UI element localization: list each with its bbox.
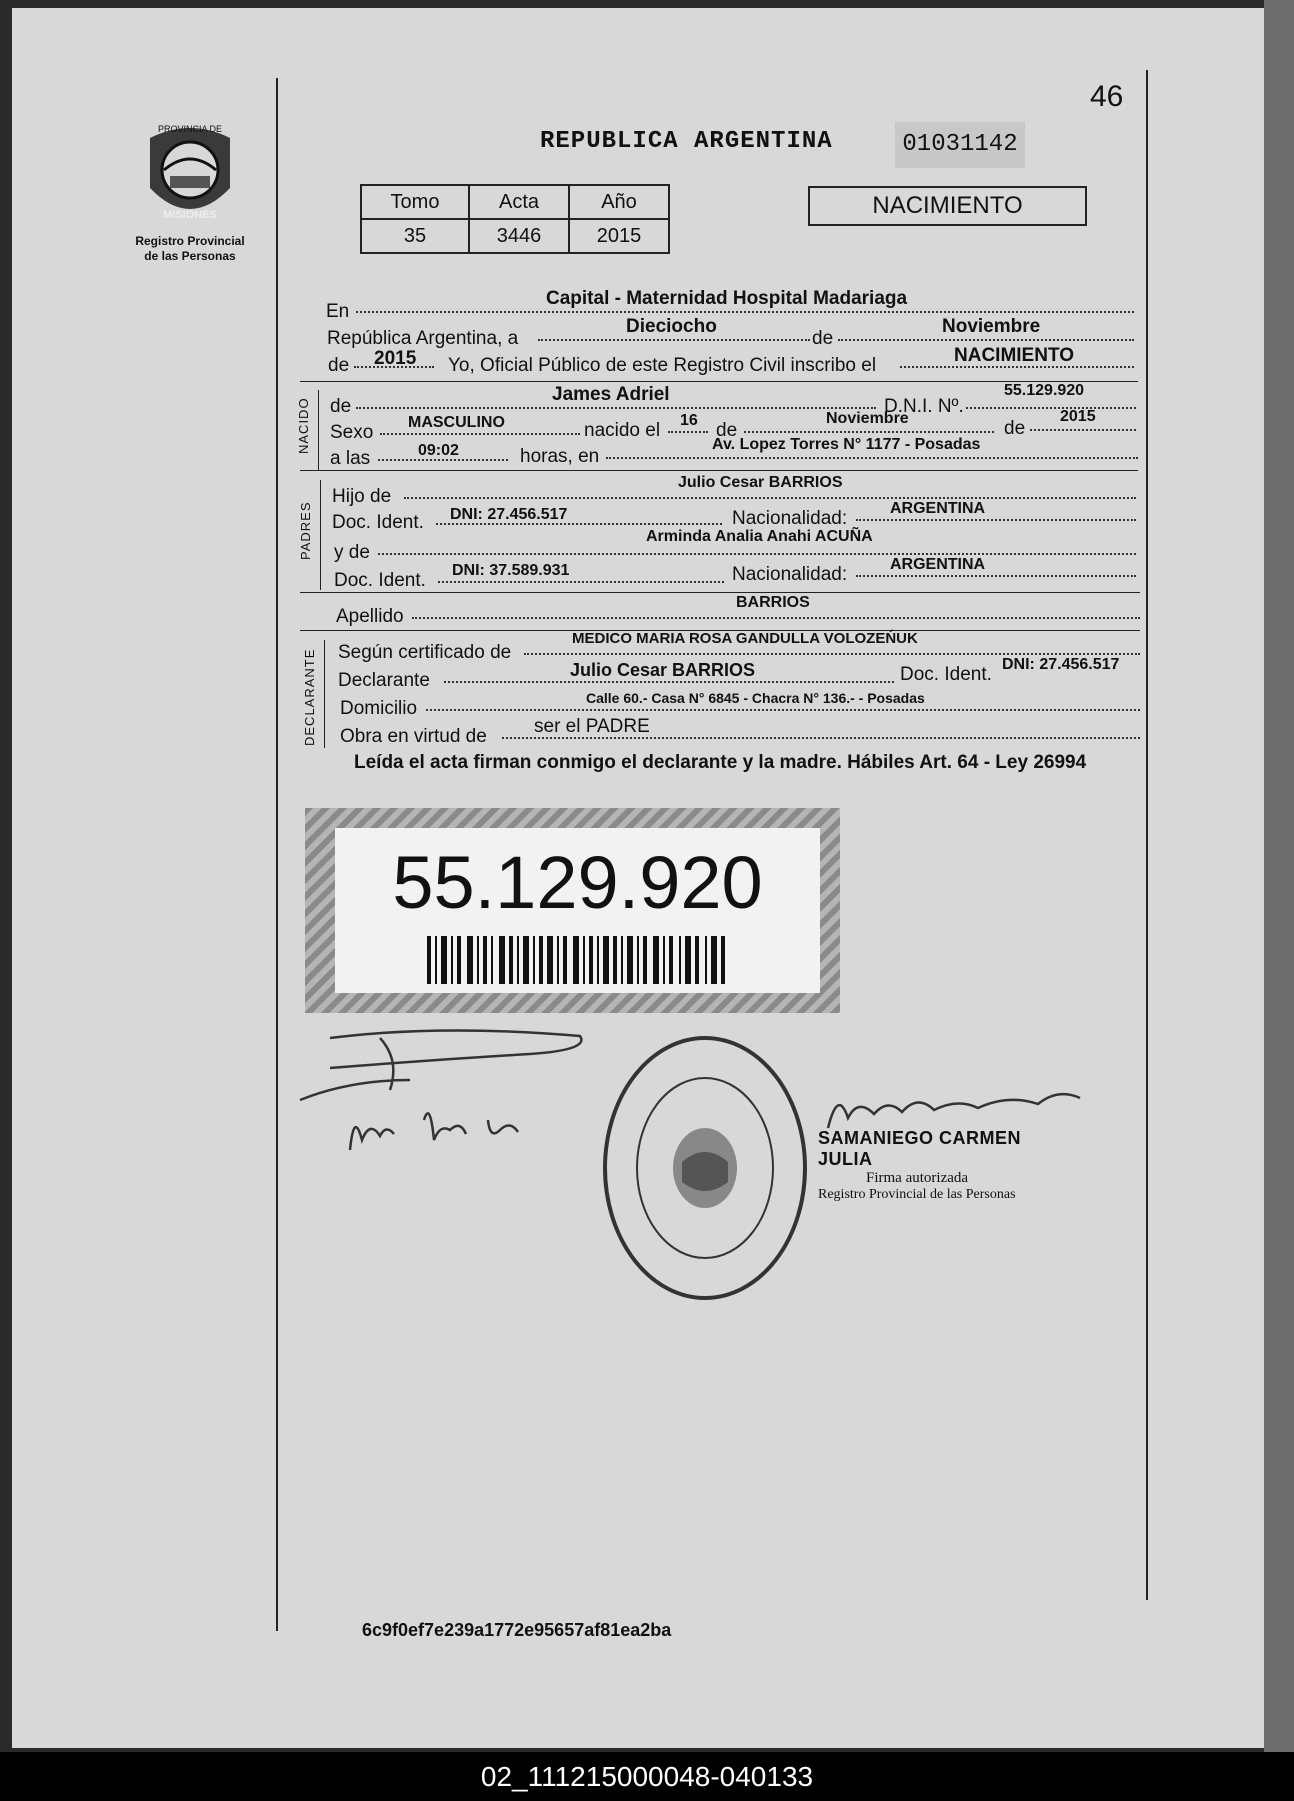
sticker-number: 55.129.920 — [392, 841, 763, 924]
right-margin-line — [1146, 70, 1148, 1600]
label-en: En — [326, 301, 350, 322]
field-madre-nac: ARGENTINA — [890, 556, 986, 573]
label-yde: y de — [334, 542, 370, 563]
side-label-nacido: NACIDO — [296, 397, 311, 454]
anio-header: Año — [569, 185, 669, 219]
field-madre: Arminda Analia Anahi ACUÑA — [646, 528, 873, 545]
page-edge — [1264, 0, 1294, 1760]
emblem-text-top: PROVINCIA DE — [157, 124, 223, 134]
field-obra: ser el PADRE — [534, 716, 650, 737]
anio-value: 2015 — [569, 219, 669, 253]
label-de2: de — [328, 355, 350, 376]
section-divider — [300, 470, 1138, 471]
label-domicilio: Domicilio — [340, 698, 418, 719]
field-sexo: MASCULINO — [408, 414, 505, 431]
label-horas: horas, en — [520, 446, 600, 467]
field-padre-nac: ARGENTINA — [890, 500, 986, 517]
label-yo: Yo, Oficial Público de este Registro Civil inscribo el — [448, 355, 877, 376]
label-declarante: Declarante — [338, 670, 430, 691]
dotted-line — [606, 457, 1138, 459]
dotted-line — [744, 431, 994, 433]
field-padre: Julio Cesar BARRIOS — [678, 474, 843, 491]
serial-number: 01031142 — [895, 122, 1025, 168]
document-hash: 6c9f0ef7e239a1772e95657af81ea2ba — [362, 1620, 672, 1640]
side-label-padres: PADRES — [298, 501, 313, 560]
dotted-line — [444, 681, 894, 683]
label-de: de — [812, 328, 834, 349]
dni-sticker — [305, 808, 840, 1013]
dotted-line — [438, 581, 724, 583]
label-doc1: Doc. Ident. — [332, 512, 424, 533]
acta-value: 3446 — [469, 219, 569, 253]
dotted-line — [856, 519, 1136, 521]
official-seal-icon — [600, 1032, 810, 1304]
label-sexo: Sexo — [330, 422, 374, 443]
label-doc2: Doc. Ident. — [334, 570, 426, 591]
label-nacido: nacido el — [584, 420, 661, 441]
field-lugar-nac: Av. Lopez Torres N° 1177 - Posadas — [712, 436, 981, 453]
field-lugar: Capital - Maternidad Hospital Madariaga — [546, 288, 908, 309]
field-mes: Noviembre — [942, 316, 1041, 337]
logo-caption-line2: de las Personas — [144, 249, 236, 263]
closing-statement: Leída el acta firman conmigo el declarante y la madre. Hábiles Art. 64 - Ley 26994 — [354, 752, 1087, 773]
mother-signature — [340, 1090, 540, 1160]
label-segun: Según certificado de — [338, 642, 512, 663]
left-margin-line — [276, 78, 278, 1631]
field-madre-doc: DNI: 37.589.931 — [452, 562, 570, 579]
field-nombre: James Adriel — [552, 384, 670, 405]
label-obra: Obra en virtud de — [340, 726, 487, 747]
officer-name: SAMANIEGO CARMEN JULIA — [818, 1128, 1022, 1169]
dotted-line — [538, 339, 810, 341]
field-nac-anio: 2015 — [1060, 408, 1096, 425]
field-declarante: Julio Cesar BARRIOS — [570, 660, 756, 680]
field-domicilio: Calle 60.- Casa N° 6845 - Chacra N° 136.- - Posadas — [586, 690, 925, 706]
field-nac-dia: 16 — [680, 412, 698, 429]
dotted-line — [380, 433, 580, 435]
field-nac-mes: Noviembre — [826, 410, 909, 427]
logo-caption — [120, 234, 260, 264]
footer-code: 02_111215000048-040133 — [0, 1752, 1294, 1801]
dotted-line — [856, 575, 1136, 577]
dotted-line — [356, 311, 1134, 313]
dotted-line — [668, 431, 708, 433]
field-dni: 55.129.920 — [1004, 382, 1085, 399]
label-de-nombre: de — [330, 396, 352, 417]
nacido-bracket — [318, 390, 319, 470]
label-de3: de — [716, 420, 738, 441]
field-declarante-doc: DNI: 27.456.517 — [1002, 656, 1120, 673]
dotted-line — [1030, 429, 1136, 431]
label-a-las: a las — [330, 448, 371, 469]
officer-registry: Registro Provincial de las Personas — [818, 1187, 1016, 1202]
section-divider — [300, 592, 1140, 593]
label-hijo: Hijo de — [332, 486, 392, 507]
officer-role: Firma autorizada — [866, 1170, 969, 1186]
field-certificado: MEDICO MARIA ROSA GANDULLA VOLOZEŃUK — [572, 630, 918, 647]
barcode-icon — [427, 936, 727, 984]
record-type-box: NACIMIENTO — [808, 186, 1087, 226]
padres-bracket — [320, 480, 321, 590]
dotted-line — [404, 497, 1136, 499]
dotted-line — [378, 553, 1136, 555]
dotted-line — [412, 617, 1140, 619]
field-acto: NACIMIENTO — [954, 345, 1074, 366]
label-de4: de — [1004, 418, 1026, 439]
tomo-value: 35 — [361, 219, 469, 253]
label-dni: D.N.I. Nº. — [884, 396, 964, 417]
document-title: REPUBLICA ARGENTINA — [540, 128, 833, 155]
label-nac2: Nacionalidad: — [732, 564, 848, 585]
register-table — [360, 184, 670, 254]
dotted-line — [356, 407, 876, 409]
sticker-label — [335, 828, 820, 993]
officer-stamp — [818, 1128, 1058, 1203]
dotted-line — [426, 709, 1140, 711]
label-apellido: Apellido — [336, 606, 404, 627]
dotted-line — [966, 407, 1136, 409]
field-padre-doc: DNI: 27.456.517 — [450, 506, 568, 523]
field-hora: 09:02 — [418, 442, 459, 459]
dotted-line — [524, 653, 1140, 655]
acta-header: Acta — [469, 185, 569, 219]
label-doc3: Doc. Ident. — [900, 664, 992, 685]
declarante-bracket — [324, 640, 325, 748]
tomo-header: Tomo — [361, 185, 469, 219]
logo-caption-line1: Registro Provincial — [135, 234, 245, 248]
label-republica: República Argentina, a — [327, 328, 519, 349]
page-number: 46 — [1090, 80, 1124, 113]
emblem-text-bottom: MISIONES — [163, 209, 217, 221]
label-nac1: Nacionalidad: — [732, 508, 848, 529]
field-anio: 2015 — [374, 348, 417, 369]
side-label-declarante: DECLARANTE — [302, 648, 317, 746]
dotted-line — [838, 339, 1134, 341]
field-apellido: BARRIOS — [736, 594, 810, 611]
misiones-emblem-icon — [140, 118, 240, 230]
field-dia: Dieciocho — [626, 316, 717, 337]
